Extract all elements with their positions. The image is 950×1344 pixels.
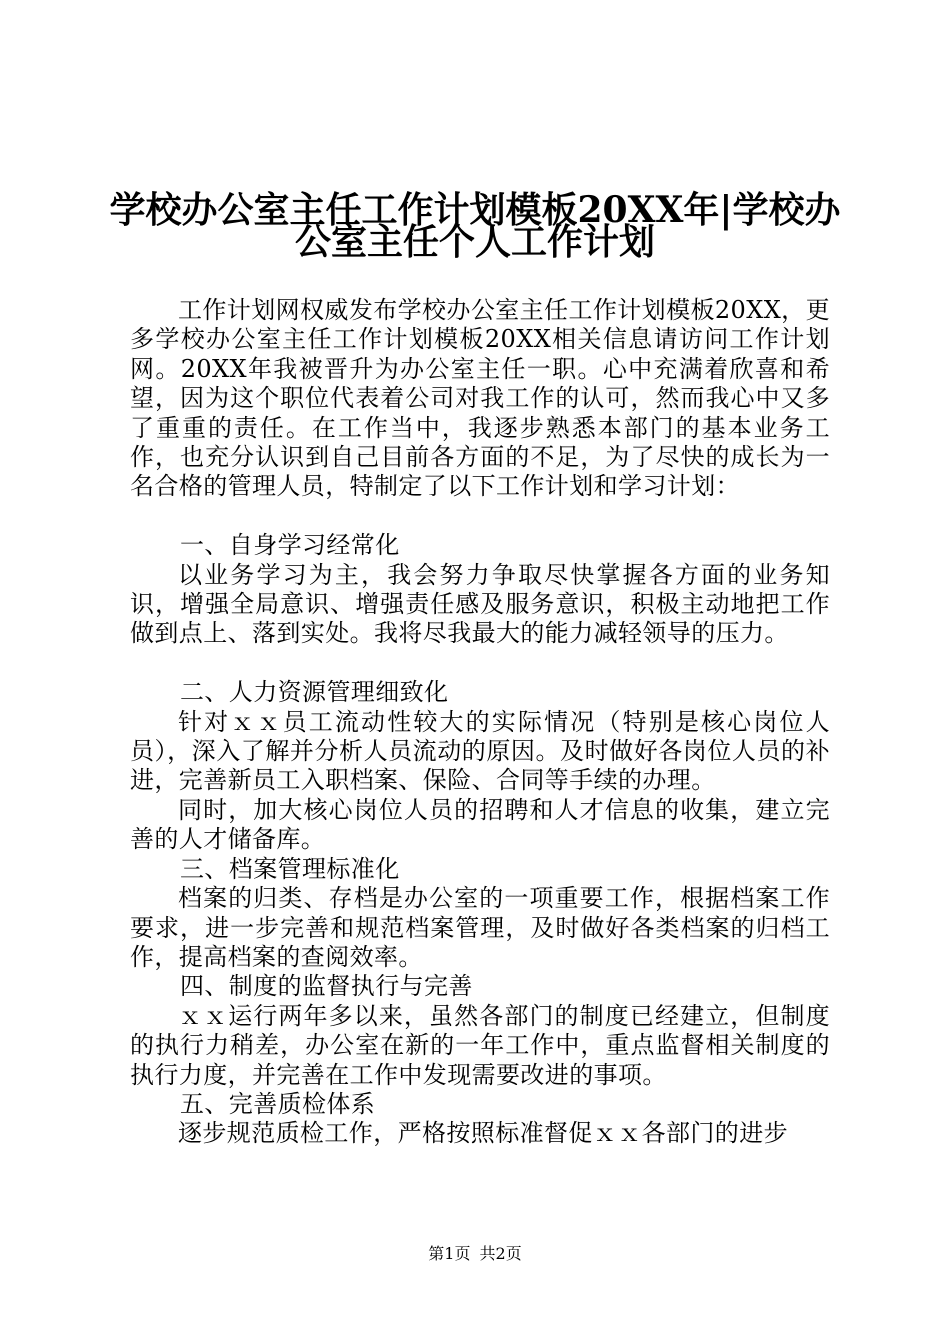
spacer (130, 649, 830, 678)
section-heading-5: 五、完善质检体系 (180, 1089, 376, 1118)
section-5-paragraph-1: 逐步规范质检工作，严格按照标准督促ｘｘ各部门的进步 (178, 1119, 788, 1148)
spacer (130, 502, 830, 531)
section-2-paragraph-2: 同时，加大核心岗位人员的招聘和人才信息的收集，建立完善的人才储备库。 (130, 795, 830, 854)
document-body (130, 296, 830, 1149)
intro-paragraph: 工作计划网权威发布学校办公室主任工作计划模板20XX，更多学校办公室主任工作计划模板20XX相关信息请访问工作计划网。20XX年我被晋升为办公室主任一职。心中充满着欣喜和希望，因为这个职位代表着公司对我工作的认可，然而我心中又多了重重的责任。在工作当中，我逐步熟悉本部门的基本业务工作，也充分认识到自己目前各方面的不足，为了尽快的成长为一名合格的管理人员，特制定了以下工作计划和学习计划： (130, 296, 830, 501)
section-heading-3: 三、档案管理标准化 (180, 854, 400, 883)
page-footer (0, 1244, 950, 1264)
page-number-total: 共2页 (479, 1244, 522, 1263)
section-4-paragraph-1: ｘｘ运行两年多以来，虽然各部门的制度已经建立，但制度的执行力稍差，办公室在新的一年工作中，重点监督相关制度的执行力度，并完善在工作中发现需要改进的事项。 (130, 1001, 830, 1089)
page-number-current: 第1页 (428, 1244, 471, 1263)
section-1-paragraph-1: 以业务学习为主，我会努力争取尽快掌握各方面的业务知识，增强全局意识、增强责任感及服务意识，积极主动地把工作做到点上、落到实处。我将尽我最大的能力减轻领导的压力。 (130, 560, 830, 648)
section-2-paragraph-1: 针对ｘｘ员工流动性较大的实际情况（特别是核心岗位人员），深入了解并分析人员流动的原因。及时做好各岗位人员的补进，完善新员工入职档案、保险、合同等手续的办理。 (130, 707, 830, 795)
section-heading-4: 四、制度的监督执行与完善 (180, 972, 473, 1001)
section-heading-2: 二、人力资源管理细致化 (180, 678, 449, 707)
section-heading-1: 一、自身学习经常化 (180, 531, 400, 560)
document-title-line-2: 公室主任个人工作计划 (294, 221, 655, 263)
document-title-line-1: 学校办公室主任工作计划模板20XX年|学校办 (109, 189, 841, 231)
section-3-paragraph-1: 档案的归类、存档是办公室的一项重要工作，根据档案工作要求，进一步完善和规范档案管理，及时做好各类档案的归档工作，提高档案的查阅效率。 (130, 884, 830, 971)
